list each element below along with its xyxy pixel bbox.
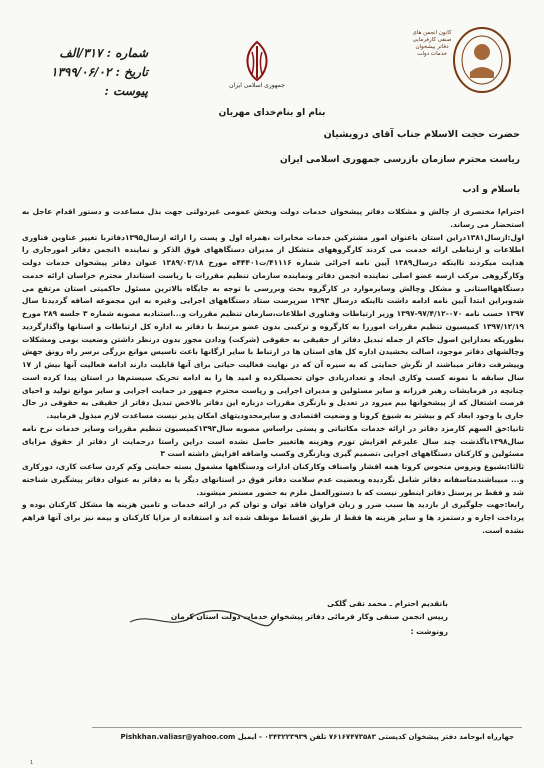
signer-title: رییس انجمن صنفی وکار فرمائی دفاتر پیشخوان خدمات دولت استان کرمان bbox=[170, 612, 448, 621]
paragraph-third: ثالثا:بشیوع ویروس منحوس کرونا همه اقشار واصناف وکارکنان ادارات ودستگاهها مشمول بسته حمایتی وکم کردن ساعت کاری، دورکاری و... مبیباشندمتاسفانه دفاتر شامل نگردیده وبعضیت عدم سلامت دفاتر فوق در استانهای دیگر یا به دفاتر به عنوان دفاتر پیشگیری شناخته شد و فقط بر پرسنل دفاتر اینطور نیست که با دستورالعمل ملزم به حضور مستمر میشوند. bbox=[22, 462, 524, 497]
cc-label: رونوشت : bbox=[410, 627, 448, 636]
salutation: باسلام و ادب bbox=[462, 185, 520, 195]
attachment-label: پیوست : bbox=[104, 84, 148, 98]
number-label: شماره : bbox=[106, 46, 148, 60]
letter-body bbox=[22, 206, 524, 538]
footer-address: جهارراه ابوحامد دفتر پیشخوان کدپستی ۷۶۱۶۷۴۷۳۵۸۳ تلفن ۰۳۴۳۲۲۳۹۳۹ - ایمیل bbox=[237, 733, 514, 741]
basmala: بنام او بنام‌خدای مهربان bbox=[218, 108, 326, 118]
association-logo-icon bbox=[436, 22, 516, 96]
iran-emblem-icon bbox=[232, 36, 282, 86]
letter-header bbox=[0, 0, 544, 112]
paragraph-fourth: رابعا:جهت جلوگیری از بازدید ها سبب ضرر و زیان فراوان فاقد توان و توان کم در ارائه خدمات و تامین هزینه ها مشکل کارکنان بوده و پرداخت اجاره و دستمزد ها و سایر هزینه ها فقط از طریق اقساط موظف شده اند و استفاده از مزایا کارکنان و بیمه نیز برای آنها فراهم نشده است. bbox=[22, 500, 524, 535]
intro-paragraph: احترام‌ا مختصری از چالش و مشکلات دفاتر پیشخوان خدمات دولت وبخش عمومی غیردولتی جهت بذل مساعدت و دستور اقدام عاجل به استحضار می رساند. bbox=[22, 207, 524, 229]
paragraph-first: اول:ازسال۱۳۸۱دراین استان باعنوان امور مشترکین خدمات مخابرات ،همراه اول و پست را ارائه ازسال۱۳۹۵دفاتربا تغییر عناوین فناوری اطلاعات و ارتباطی ارائه خدمت می کردند کارگروههای متشکل از مدیران دستگاههای فوق الذکر و نماینده ۱انجمن دفاتر امورجاری را هدایت میکردند تااینکه درسال۱۳۸۹ آیین نامه اجرائی شماره ۴۱۱۱۶/ت۴۴۴۰۱ه مورخ ۱۳۸۹/۰۳/۱۸ عنوان دفاتر پیشخوان خدمات دولت وکارگروهی مرکب ازسه عضو اصلی نماینده انجمن دفاتر ونماینده سازمان تنظیم مقررات با ریاست استاندار محترم خراسان ارائه خدمت دستگاههااستانی و مشکل وچالش وسایرموارد در کارگروه بحث وبررسی با توجه به جایگاه بالاترین مسئول حاکمیتی استان مرتفع می شدوبراین ابتدا آیین نامه ادامه داشت تااینکه درسال ۱۳۹۳ سرپرست ستاد دستگاههای اجرایی وغیره به این مجموعه اضافه گردیدتا سال ۱۳۹۷ حسب نامه ۰۷۰-۹۷/۴/۱۲-۱۳۹۷ وزیر ارتباطات وفناوری اطلاعات،سازمان تنظیم مقررات و...استنادبه مصوبه شماره ۳ جلسه ۲۸۹ مورخ ۱۳۹۷/۱۲/۱۹ کمیسیون تنظیم مقررات اموررا به کارگروه و ترکیبی بدون عضو مرتبط با دفاتر به اداره کل ارتباطات و استانها واگذارگردید بطوریکه بعدازاین اصول حاکم از جمله تبدیل دفاتر از حقیقی به حقوقی (شرکت) ودادن مجوز بدون درنظر داشتن وضعیت بومی ومشکلات وچالشهای دفاتر موجود، اصالت بخشیدن اداره کل های استان ها در ارتباط با سایر ارگانها باعث تاسیس موانع بزرگی برسر راه رونق جهش وپیشرفت دفاتر میباشند از نگرش حمایتی که به سیره آن که در نهایت فعالیت حیاتی برای آنها قابلیت دارند ادامه فعالیت آنها بیش از ۱۷ سال سابقه با نمونه کسب وکاری ایجاد و تعدادزیادی جوان تحصیلکرده و امید ها را به ادامه تحریک سیستم‌ها در استان پیدا کرده است چنانچه در فرمایشات رهبر فرزانه و سایر مسئولین و مدیران اجرایی و ریاست محترم جمهور در حمایت اجرایی و سایر موانع تولید و احیای فرصت اشتغال که از پیشخوانها بیم میرود در تعدیل و بازنگری مقررات درباره این دفاتر بالاخص تبدیل دفاتر از حقیقی به حقوقی در حال جاری با وجود ابعاد کم و بیشتر به شیوع کرونا و وضعیت اقتصادی و سایرمحدودیتهای امکان پذیر نیست مساعدت لازم مبذول فرمایید. bbox=[22, 232, 525, 420]
emblem-caption: جمهوری اسلامی ایران bbox=[229, 82, 285, 89]
paragraph-second: ثانیا:حق السهم کارمزد دفاتر در ارائه خدمات مکاتباتی و پستی براساس مصوبه سال۱۳۹۳کمیسیون تنظیم مقررات وسایر خدمات نرخ نامه سال۱۳۹۸باگذشت چند سال علیرغم افزایش تورم وهزینه هاتغییر حاصل نشده است دراین راستا درحمایت از دفاتر از حقوق مزایای مسئولین و کارکنان دستگاههای اجرایی ،تصمیم گیری وبازنگری وکسب واضافه افزایش داشته است ۳ bbox=[22, 423, 525, 459]
logo-text: کانون انجمن های صنفی کارفرمایی دفاتر پیشخوان خدمات دولت bbox=[412, 30, 452, 57]
footer-email[interactable]: Pishkhan.valiasr@yahoo.com bbox=[120, 733, 236, 741]
handwritten-reference bbox=[28, 44, 148, 101]
date-label: تاریخ : bbox=[115, 65, 148, 79]
recipient-name: حضرت حجت الاسلام جناب آقای درویشیان bbox=[323, 129, 520, 140]
closing-line: باتقدیم احترام ـ محمد تقی گلکی bbox=[327, 599, 448, 608]
recipient-position: ریاست محترم سازمان بازرسی جمهوری اسلامی ایران bbox=[280, 155, 520, 165]
footer-divider bbox=[92, 727, 522, 728]
page-mark: 1 bbox=[30, 760, 34, 766]
date-value: ۱۳۹۹/۰۶/۰۲ bbox=[51, 65, 112, 79]
number-value: ۳۱۷/الف bbox=[59, 46, 103, 60]
footer-contact bbox=[92, 733, 514, 741]
